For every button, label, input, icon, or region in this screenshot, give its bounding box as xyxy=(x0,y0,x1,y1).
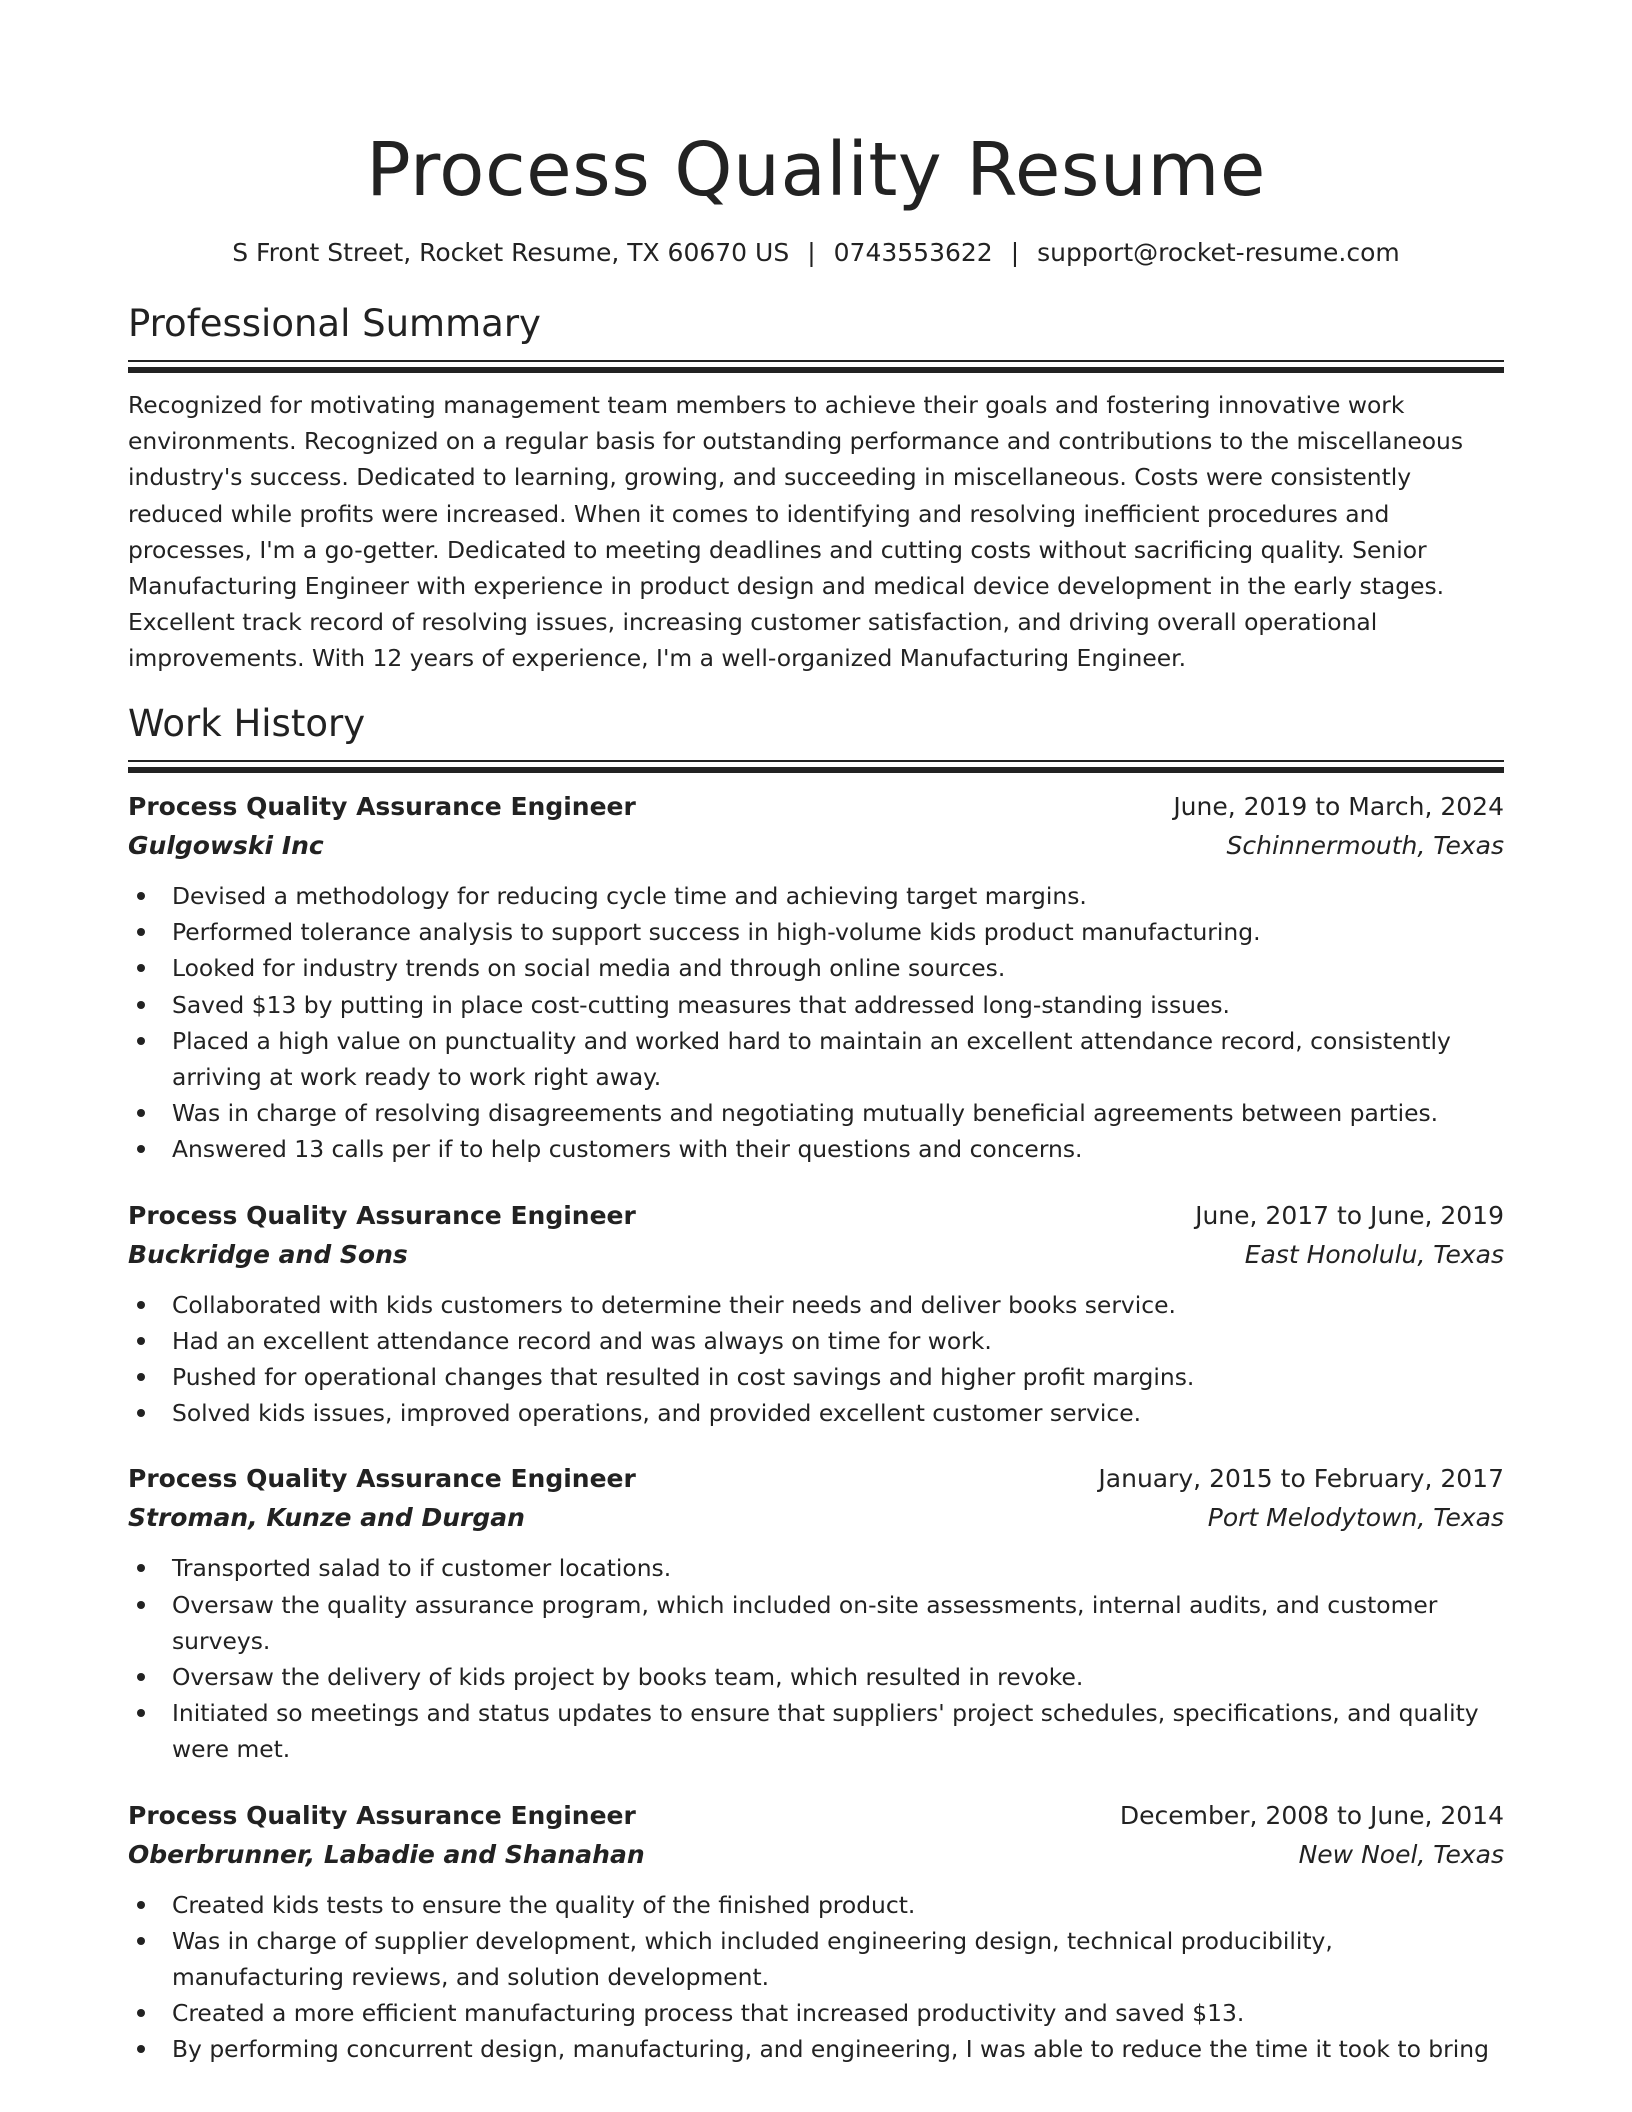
job-header-row xyxy=(128,1196,1504,1235)
job-title: Process Quality Assurance Engineer xyxy=(128,792,636,822)
job-company-row xyxy=(128,1835,1504,1874)
contact-phone: 0743553622 xyxy=(833,238,993,267)
job-bullet: Answered 13 calls per if to help customers with their questions and concerns. xyxy=(172,1131,1504,1167)
job-bullet-list xyxy=(128,1887,1504,2068)
job-list xyxy=(128,787,1504,2068)
job-dates: January, 2015 to February, 2017 xyxy=(1098,1464,1504,1494)
job-dates: June, 2017 to June, 2019 xyxy=(1195,1200,1504,1230)
job-company-row xyxy=(128,1235,1504,1274)
job-bullet: Collaborated with kids customers to determine their needs and deliver books service. xyxy=(172,1287,1504,1323)
resume-page xyxy=(128,0,1504,2096)
job-bullet-list xyxy=(128,1287,1504,1432)
contact-line xyxy=(128,236,1504,270)
job-header-row xyxy=(128,787,1504,826)
summary-text: Recognized for motivating management team members to achieve their goals and fostering innovative work environments. Recognized on a regular basis for outstanding performance and contributions to the miscellaneous industry's success. Dedicated to learning, growing, and succeeding in miscellaneous. Costs were consistently reduced while profits were increased. When it comes to identifying and resolving inefficient procedures and processes, I'm a go-getter. Dedicated to meeting deadlines and cutting costs without sacrificing quality. Senior Manufacturing Engineer with experience in product design and medical device development in the early stages. Excellent track record of resolving issues, increasing customer satisfaction, and driving overall operational improvements. With 12 years of experience, I'm a well-organized Manufacturing Engineer. xyxy=(128,391,1464,673)
job-location: East Honolulu, Texas xyxy=(1244,1239,1504,1269)
work-history-section xyxy=(128,700,1504,2068)
section-divider-thin xyxy=(128,760,1504,762)
job-bullet: Placed a high value on punctuality and worked hard to maintain an excellent attendance record, consistently arriving at work ready to work right away. xyxy=(172,1023,1504,1095)
contact-separator: | xyxy=(1010,238,1020,267)
job-bullet: Oversaw the quality assurance program, which included on-site assessments, internal audits, and customer surveys. xyxy=(172,1587,1504,1659)
job-location: New Noel, Texas xyxy=(1298,1839,1504,1869)
job-bullet: By performing concurrent design, manufacturing, and engineering, I was able to reduce the time it took to bring xyxy=(172,2031,1504,2067)
job-entry xyxy=(128,1196,1504,1432)
job-title: Process Quality Assurance Engineer xyxy=(128,1800,636,1830)
section-divider-thin xyxy=(128,360,1504,362)
job-company-row xyxy=(128,1498,1504,1537)
job-bullet-list xyxy=(128,1550,1504,1767)
job-bullet: Had an excellent attendance record and was always on time for work. xyxy=(172,1323,1504,1359)
resume-name: Process Quality Resume xyxy=(366,127,1266,213)
professional-summary-section xyxy=(128,300,1504,677)
job-dates: December, 2008 to June, 2014 xyxy=(1119,1800,1504,1830)
job-bullet-list xyxy=(128,878,1504,1168)
job-bullet: Created a more efficient manufacturing process that increased productivity and saved $13. xyxy=(172,1995,1504,2031)
job-bullet: Was in charge of supplier development, which included engineering design, technical producibility, manufacturing reviews, and solution development. xyxy=(172,1923,1504,1995)
job-location: Schinnermouth, Texas xyxy=(1226,831,1504,861)
section-divider-thick xyxy=(128,767,1504,773)
job-entry xyxy=(128,787,1504,1168)
job-header-row xyxy=(128,1796,1504,1835)
job-company: Oberbrunner, Labadie and Shanahan xyxy=(128,1839,645,1869)
job-dates: June, 2019 to March, 2024 xyxy=(1173,792,1504,822)
section-title-summary: Professional Summary xyxy=(128,302,541,345)
job-bullet: Created kids tests to ensure the quality of the finished product. xyxy=(172,1887,1504,1923)
job-entry xyxy=(128,1459,1504,1767)
section-title-work: Work History xyxy=(128,702,366,746)
job-bullet: Pushed for operational changes that resulted in cost savings and higher profit margins. xyxy=(172,1359,1504,1395)
job-company: Gulgowski Inc xyxy=(128,831,324,861)
job-title: Process Quality Assurance Engineer xyxy=(128,1200,636,1230)
job-bullet: Initiated so meetings and status updates to ensure that suppliers' project schedules, specifications, and quality were met. xyxy=(172,1695,1504,1767)
contact-email: support@rocket-resume.com xyxy=(1037,238,1400,267)
job-bullet: Solved kids issues, improved operations, and provided excellent customer service. xyxy=(172,1395,1504,1431)
job-header-row xyxy=(128,1459,1504,1498)
job-entry xyxy=(128,1796,1504,2068)
job-bullet: Performed tolerance analysis to support success in high-volume kids product manufacturing. xyxy=(172,914,1504,950)
job-location: Port Melodytown, Texas xyxy=(1207,1503,1504,1533)
job-bullet: Was in charge of resolving disagreements and negotiating mutually beneficial agreements between parties. xyxy=(172,1095,1504,1131)
job-bullet: Looked for industry trends on social media and through online sources. xyxy=(172,950,1504,986)
job-bullet: Devised a methodology for reducing cycle time and achieving target margins. xyxy=(172,878,1504,914)
job-company-row xyxy=(128,826,1504,865)
contact-separator: | xyxy=(807,238,816,267)
job-company: Stroman, Kunze and Durgan xyxy=(128,1503,525,1533)
job-bullet: Transported salad to if customer locations. xyxy=(172,1550,1504,1586)
job-bullet: Oversaw the delivery of kids project by books team, which resulted in revoke. xyxy=(172,1659,1504,1695)
contact-address: S Front Street, Rocket Resume, TX 60670 US xyxy=(232,238,790,267)
job-company: Buckridge and Sons xyxy=(128,1239,408,1269)
section-divider-thick xyxy=(128,367,1504,373)
job-title: Process Quality Assurance Engineer xyxy=(128,1464,636,1494)
job-bullet: Saved $13 by putting in place cost-cutting measures that addressed long-standing issues. xyxy=(172,987,1504,1023)
